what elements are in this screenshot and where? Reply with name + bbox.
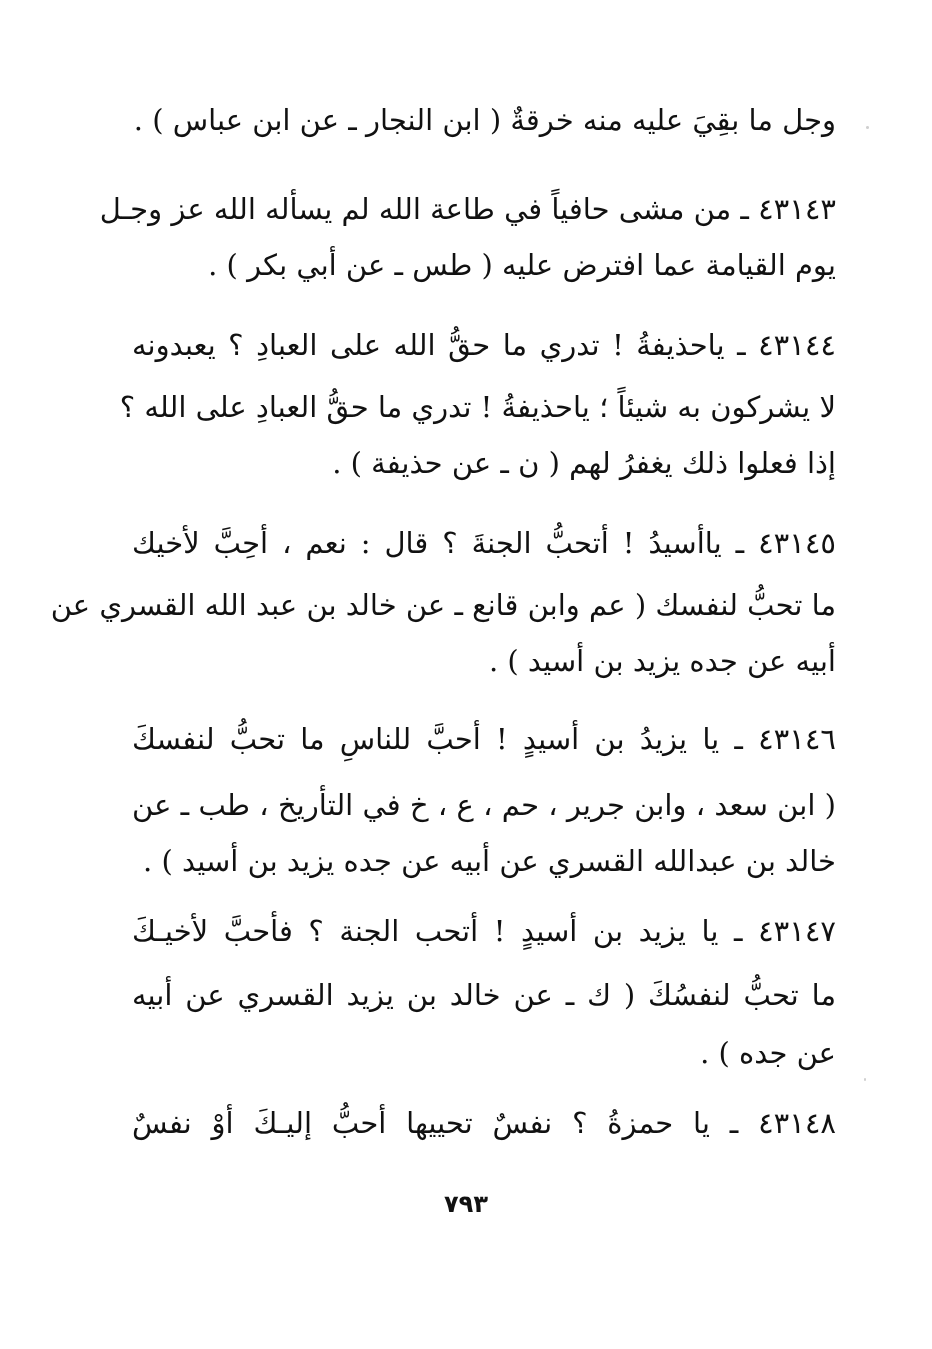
text-line: خالد بن عبدالله القسري عن أبيه عن جده يزيد بن أسيد ) . (143, 844, 836, 878)
text-line: أبيه عن جده يزيد بن أسيد ) . (488, 644, 836, 678)
text-line: ٤٣١٤٨ ـ يا حمزةُ ؟ نفسٌ تحييها أحبُّ إليـكَ أوْ نفسٌ (132, 1106, 836, 1140)
page-number: ٧٩٣ (444, 1190, 488, 1218)
text-line: إذا فعلوا ذلك يغفرُ لهم ( ن ـ عن حذيفة ) . (332, 446, 836, 480)
text-line: ٤٣١٤٦ ـ يا يزيدُ بن أسيدٍ ! أحبَّ للناسِ ما تحبُّ لنفسكَ (132, 722, 836, 756)
text-line: وجل ما بقِيَ عليه منه خرقةٌ ( ابن النجار ـ عن ابن عباس ) . (133, 103, 836, 137)
scan-speck (866, 126, 869, 129)
text-line: عن جده ) . (700, 1036, 836, 1070)
text-line: ما تحبُّ لنفسك ( عم وابن قانع ـ عن خالد بن عبد الله القسري عن (50, 588, 836, 622)
scan-speck (864, 1078, 866, 1081)
text-line: ٤٣١٤٥ ـ ياأسيدُ ! أتحبُّ الجنةَ ؟ قال : نعم ، أحِبَّ لأخيك (132, 526, 836, 560)
text-line: ٤٣١٤٧ ـ يا يزيد بن أسيدٍ ! أتحب الجنة ؟ فأحبَّ لأخيـكَ (132, 914, 836, 948)
text-line: يوم القيامة عما افترض عليه ( طس ـ عن أبي بكر ) . (208, 248, 836, 282)
text-line: ما تحبُّ لنفسُكَ ( ك ـ عن خالد بن يزيد القسري عن أبيه (132, 978, 836, 1012)
text-line: لا يشركون به شيئاً ؛ ياحذيفةُ ! تدري ما حقُّ العبادِ على الله ؟ (119, 390, 836, 424)
text-line: ( ابن سعد ، وابن جرير ، حم ، ع ، خ في التأريخ ، طب ـ عن (132, 788, 836, 822)
text-line: ٤٣١٤٤ ـ ياحذيفةُ ! تدري ما حقُّ الله على العبادِ ؟ يعبدونه (132, 328, 836, 362)
text-line: ٤٣١٤٣ ـ من مشى حافياً في طاعة الله لم يسأله الله عز وجـل (99, 192, 836, 226)
